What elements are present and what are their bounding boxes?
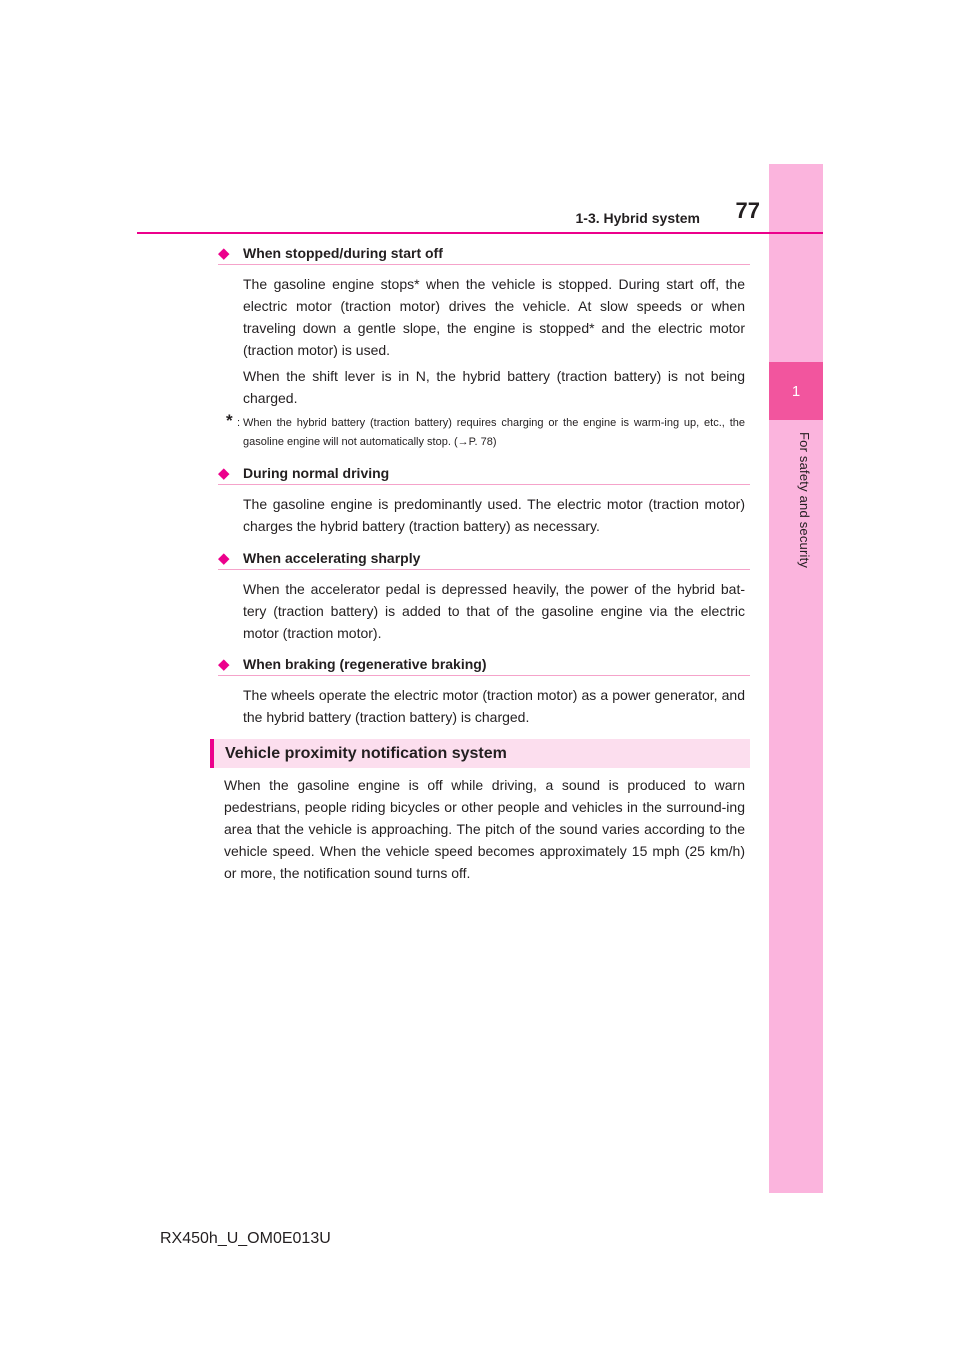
subheading-accelerating [218, 546, 750, 570]
subheading-text: When accelerating sharply [243, 549, 421, 566]
diamond-icon: ◆ [218, 655, 230, 673]
chapter-number: 1 [791, 382, 801, 400]
footnote-colon: : [237, 417, 241, 429]
paragraph-braking: The wheels operate the electric motor (traction motor) as a power generator, and the hybrid battery (traction battery) is charged. [243, 687, 745, 725]
diamond-icon: ◆ [218, 464, 230, 482]
chapter-side-tab [769, 164, 823, 1193]
paragraph-stopped-1: The gasoline engine stops* when the vehicle is stopped. During start off, the electric motor (traction motor) drives the vehicle. At slow speeds or when traveling down a gentle slope, the engine is stopped* and the electric motor (traction motor) is used. [243, 276, 745, 358]
subheading-stopped-start-off [218, 241, 750, 265]
footnote-text: When the hybrid battery (traction battery) requires charging or the engine is warm-ing up, etc., the gasoline engine will not automatically stop. (→P. 78) [243, 417, 745, 448]
subheading-text: When stopped/during start off [243, 244, 443, 261]
footnote-mark: * [226, 411, 233, 430]
subheading-braking [218, 652, 750, 676]
paragraph-stopped-2: When the shift lever is in N, the hybrid battery (traction battery) is not being charged. [243, 368, 745, 406]
paragraph-normal-driving: The gasoline engine is predominantly used. The electric motor (traction motor) charges the hybrid battery (traction battery) as necessary. [243, 496, 745, 534]
header-rule [137, 232, 823, 234]
subheading-normal-driving [218, 461, 750, 485]
chapter-number-tab[interactable] [769, 362, 823, 420]
paragraph-accelerating: When the accelerator pedal is depressed heavily, the power of the hybrid bat-tery (traction battery) is added to that of the gasoline engine via the electric motor (traction motor). [243, 581, 745, 641]
chapter-title-vertical: For safety and security [797, 432, 812, 569]
subheading-text: During normal driving [243, 464, 390, 481]
proximity-paragraph: When the gasoline engine is off while driving, a sound is produced to warn pedestrians, people riding bicycles or other people and vehicles in the surround-ing area that the vehicle is approaching. The pitch of the sound varies according to the vehicle speed. When the vehicle speed becomes approximately 15 mph (25 km/h) or more, the notification sound turns off. [224, 777, 745, 881]
manual-code: RX450h_U_OM0E013U [160, 1230, 331, 1247]
diamond-icon: ◆ [218, 244, 230, 262]
page-number: 77 [735, 198, 760, 223]
diamond-icon: ◆ [218, 549, 230, 567]
banner-title: Vehicle proximity notification system [225, 744, 507, 762]
section-header-label: 1-3. Hybrid system [575, 210, 700, 226]
proximity-section-banner [210, 739, 750, 768]
footnote [226, 411, 745, 452]
subheading-text: When braking (regenerative braking) [243, 655, 487, 672]
